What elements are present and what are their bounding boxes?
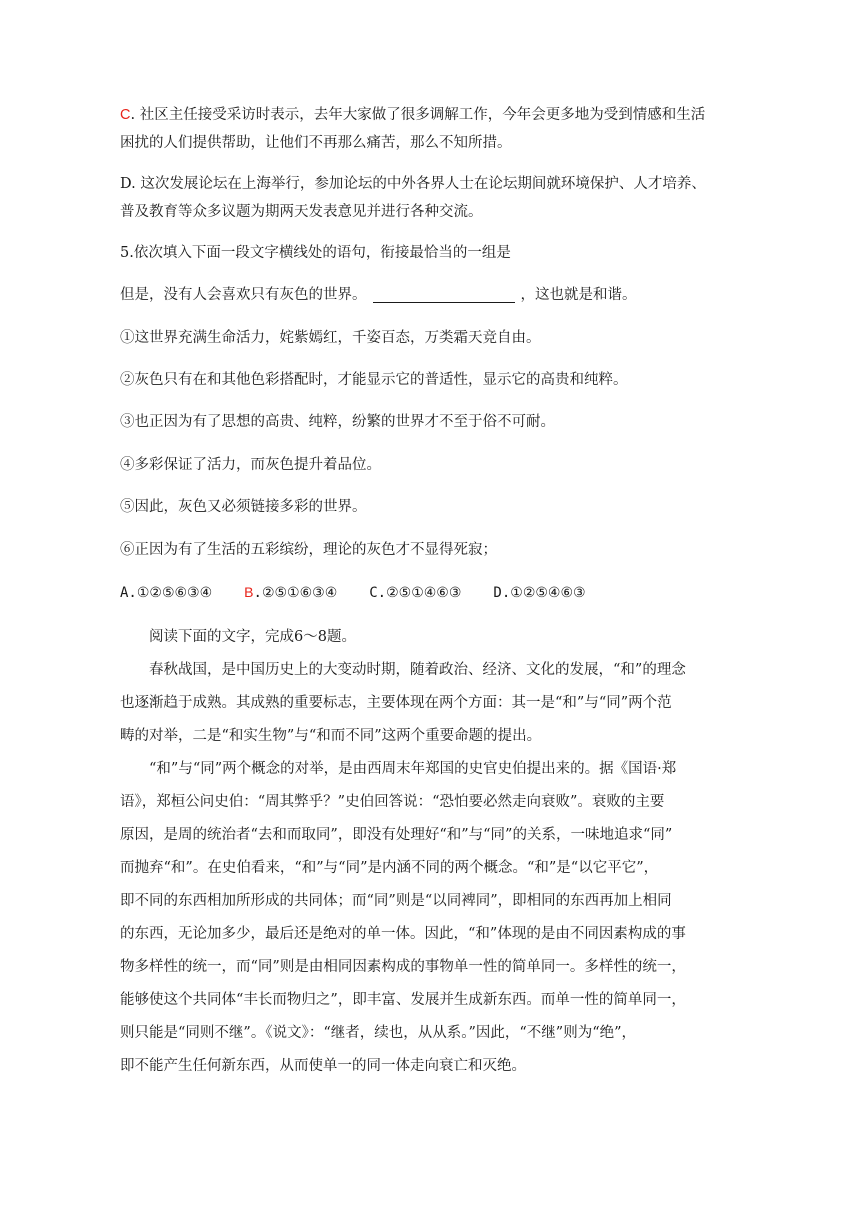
q5-item-5: ⑤因此，灰色又必须链接多彩的世界。: [120, 499, 367, 515]
passage-line: 而抛弃“和”。在史伯看来，“和”与“同”是内涵不同的两个概念。“和”是“以它平它”，: [120, 860, 659, 876]
q4-option-c-line2: 困扰的人们提供帮助，让他们不再那么痛苦，那么不知所措。: [120, 135, 512, 151]
q4-option-d-line1: D. 这次发展论坛在上海举行，参加论坛的中外各界人士在论坛期间就环境保护、人才培养、: [120, 176, 706, 192]
passage-line: 即不同的东西相加所形成的共同体；而“同”则是“以同裨同”，即相同的东西再加上相同: [120, 893, 672, 909]
q5-sentence-after: ，这也就是和谐。: [520, 287, 637, 303]
passage-line: 畴的对举，二是“和实生物”与“和而不同”这两个重要命题的提出。: [120, 728, 542, 744]
passage-line: 能够使这个共同体“丰长而物归之”，即丰富、发展并生成新东西。而单一性的简单同一，: [120, 992, 686, 1008]
q5-option-c: C.②⑤①④⑥③: [369, 585, 462, 601]
answer-letter-c: C: [120, 107, 131, 123]
passage-line: 也逐渐趋于成熟。其成熟的重要标志，主要体现在两个方面：其一是“和”与“同”两个范: [120, 695, 672, 711]
passage-line: “和”与“同”两个概念的对举，是由西周末年郑国的史官史伯提出来的。据《国语·郑: [149, 761, 677, 777]
q5-options: [120, 576, 742, 610]
q5-stem: 5.依次填入下面一段文字横线处的语句，衔接最恰当的一组是: [120, 245, 511, 261]
passage-line: 语》，郑桓公问史伯：“周其弊乎？”史伯回答说：“恐怕要必然走向衰败”。衰败的主要: [120, 794, 665, 810]
passage-line: 物多样性的统一，而“同”则是由相同因素构成的事物单一性的简单同一。多样性的统一，: [120, 959, 686, 975]
q5-item-6: ⑥正因为有了生活的五彩缤纷，理论的灰色才不显得死寂；: [120, 542, 497, 558]
q4-option-d-line2: 普及教育等众多议题为期两天发表意见并进行各种交流。: [120, 204, 483, 220]
q5-option-b: [244, 576, 337, 610]
q5-option-b-text: .②⑤①⑥③④: [253, 585, 338, 601]
passage-line: 即不能产生任何新东西，从而使单一的同一体走向衰亡和灭绝。: [120, 1058, 526, 1074]
reading-intro: 阅读下面的文字，完成6～8题。: [149, 629, 356, 645]
passage-line: 春秋战国，是中国历史上的大变动时期，随着政治、经济、文化的发展，“和”的理念: [149, 662, 686, 678]
answer-letter-b: B: [244, 584, 254, 600]
fill-blank: [373, 284, 515, 303]
q5-item-3: ③也正因为有了思想的高贵、纯粹，纷繁的世界才不至于俗不可耐。: [120, 414, 555, 430]
q5-sentence-before: 但是，没有人会喜欢只有灰色的世界。: [120, 287, 367, 303]
q5-item-2: ②灰色只有在和其他色彩搭配时，才能显示它的普适性，显示它的高贵和纯粹。: [120, 372, 628, 388]
q4-c-text: . 社区主任接受采访时表示，去年大家做了很多调解工作，今年会更多地为受到情感和生活: [130, 107, 706, 123]
passage-line: 则只能是“同则不继”。《说文》：“继者，续也，从从系。”因此，“不继”则为“绝”，: [120, 1025, 637, 1041]
passage-line: 原因，是周的统治者“去和而取同”，即没有处理好“和”与“同”的关系，一味地追求“同”: [120, 827, 673, 843]
q5-option-a: A.①②⑤⑥③④: [120, 585, 213, 601]
q5-item-4: ④多彩保证了活力，而灰色提升着品位。: [120, 457, 381, 473]
q5-item-1: ①这世界充满生命活力，姹紫嫣红，千姿百态，万类霜天竞自由。: [120, 330, 541, 346]
q5-option-d: D.①②⑤④⑥③: [493, 585, 586, 601]
q5-sentence: [120, 279, 742, 312]
passage-line: 的东西，无论加多少，最后还是绝对的单一体。因此，“和”体现的是由不同因素构成的事: [120, 926, 686, 942]
